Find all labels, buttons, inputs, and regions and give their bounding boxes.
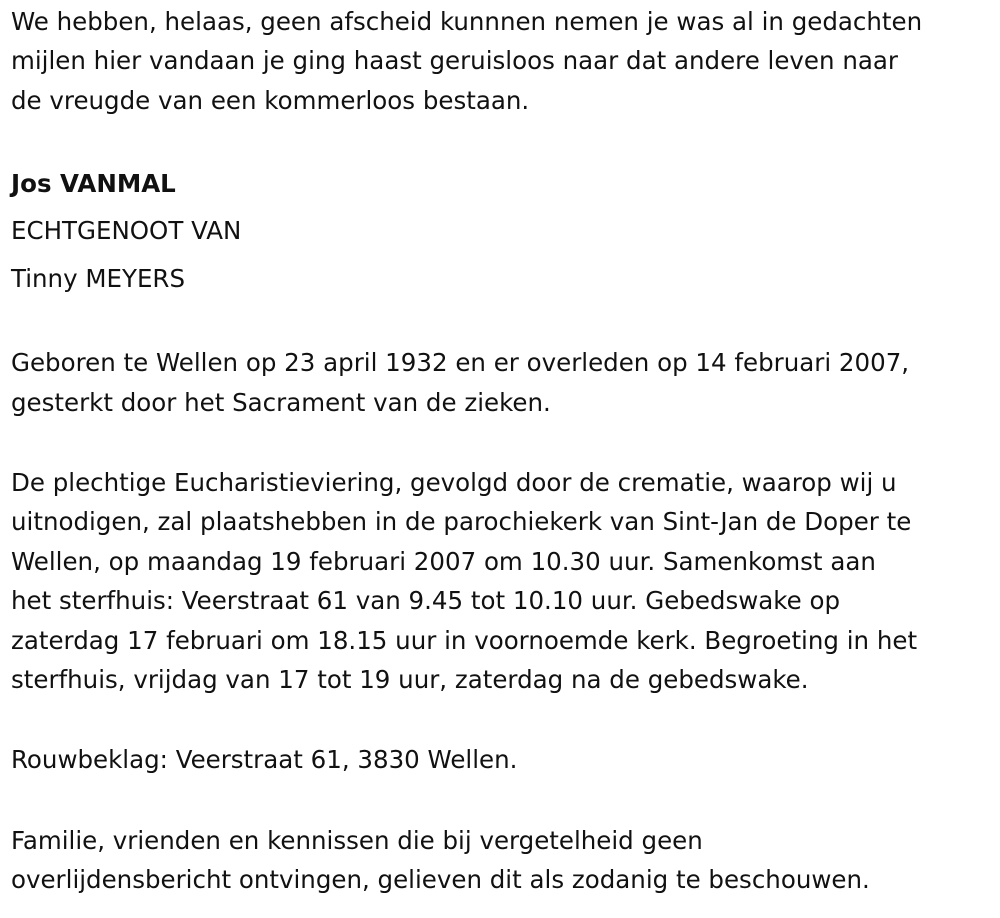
birth-death-paragraph: Geboren te Wellen op 23 april 1932 en er overleden op 14 februari 2007, gesterkt door het Sacrament van de zieken. bbox=[11, 348, 910, 417]
relation-label: ECHTGENOOT VAN bbox=[11, 216, 242, 246]
ceremony-paragraph: De plechtige Eucharistieviering, gevolgd door de crematie, waarop wij u uitnodigen, zal plaatshebben in de parochiekerk van Sint-Jan de Doper te Wellen, op maandag 19 februari 2007 om 10.30 uur. Samenkomst aan het sterfhuis: Veerstraat 61 van 9.45 tot 10.10 uur. Gebedswake op zaterdag 17 februari om 18.15 uur in voornoemde kerk. Begroeting in het sterfhuis, vrijdag van 17 tot 19 uur, zaterdag na de gebedswake. bbox=[11, 467, 918, 694]
spacer bbox=[11, 780, 996, 821]
deceased-block bbox=[11, 160, 996, 303]
condolence-address: Rouwbeklag: Veerstraat 61, 3830 Wellen. bbox=[11, 745, 518, 775]
obituary-document bbox=[11, 2, 996, 900]
spacer bbox=[11, 120, 996, 159]
closing-note: Familie, vrienden en kennissen die bij vergetelheid geen overlijdensbericht ontvingen, gelieven dit als zodanig te beschouwen. bbox=[11, 825, 870, 895]
spacer bbox=[11, 302, 996, 343]
deceased-name: Jos VANMAL bbox=[11, 168, 176, 198]
spouse-name: Tinny MEYERS bbox=[11, 263, 186, 293]
poem-paragraph: We hebben, helaas, geen afscheid kunnnen nemen je was al in gedachten mijlen hier vandaan je ging haast geruisloos naar dat andere leven naar de vreugde van een kommerloos bestaan. bbox=[11, 7, 923, 115]
spacer bbox=[11, 699, 996, 740]
spacer bbox=[11, 422, 996, 463]
